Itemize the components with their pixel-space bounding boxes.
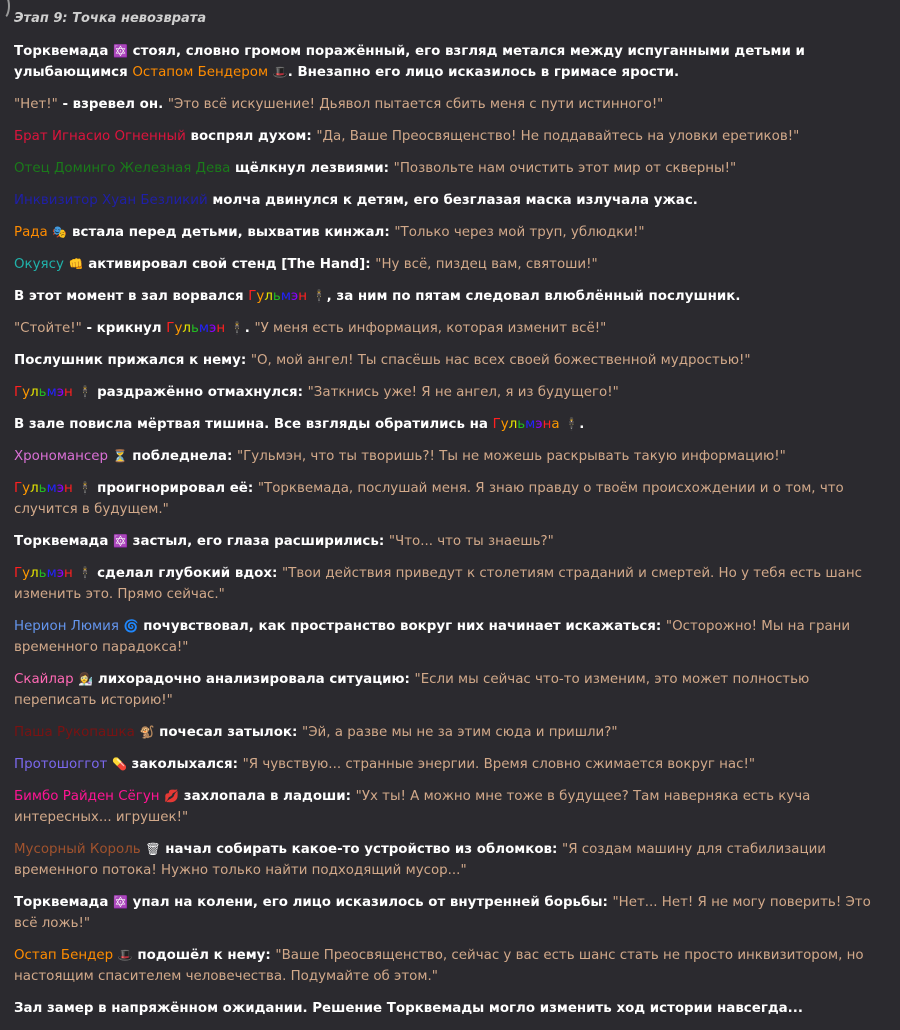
story-paragraph: [14, 786, 876, 828]
narration-text: стоял, словно громом поражённый, его взгляд метался между испуганными детьми и улыбающимся: [14, 44, 805, 80]
story-paragraph: [14, 318, 876, 339]
window-corner-handle: [0, 0, 10, 20]
narration-text: раздражённо отмахнулся:: [92, 385, 308, 400]
rainbow-letter: у: [22, 385, 31, 400]
rainbow-letter: э: [56, 385, 65, 400]
rainbow-letter: м: [46, 481, 57, 496]
dialogue-quote: "У меня есть информация, которая изменит всё!": [254, 321, 607, 336]
narration-text: щёлкнул лезвиями:: [230, 161, 394, 176]
story-paragraph: [14, 531, 876, 552]
narration-text: начал собирать какое-то устройство из обломков:: [160, 842, 563, 857]
story-paragraph: [14, 478, 876, 520]
rainbow-letter: у: [22, 481, 31, 496]
star-of-david-icon: 🔯: [113, 895, 129, 909]
character-name: Бимбо Райден Сёгун: [14, 789, 160, 804]
dialogue-quote: "Я создам машину для стабилизации временного потока! Нужно только найти подходящий мусор...": [14, 842, 827, 878]
narration-text: .: [579, 417, 585, 432]
theater-masks-icon: 🎭: [52, 225, 68, 239]
rainbow-letter: м: [46, 385, 57, 400]
rainbow-letter: м: [46, 566, 57, 581]
rainbow-letter: н: [298, 289, 308, 304]
story-paragraph: [14, 754, 876, 775]
dialogue-quote: "Нет!": [14, 97, 58, 112]
narration-text: Зал замер в напряжённом ожидании. Решение Торквемады могло изменить ход истории навсегда...: [14, 1001, 803, 1016]
narration-text: воспрял духом:: [185, 129, 317, 144]
story-paragraph: [14, 945, 876, 987]
dialogue-quote: "О, мой ангел! Ты спасёшь нас всех своей божественной мудростью!": [250, 353, 751, 368]
narration-text: захлопала в ладоши:: [179, 789, 356, 804]
rainbow-letter: у: [256, 289, 265, 304]
character-name: Остап Бендер: [14, 948, 114, 963]
story-paragraph: [14, 722, 876, 743]
rainbow-letter: л: [30, 385, 39, 400]
rainbow-letter: л: [30, 566, 39, 581]
character-name-rainbow: [166, 321, 225, 336]
rainbow-letter: э: [56, 481, 65, 496]
stage-title: Этап 9: Точка невозврата: [14, 11, 207, 26]
story-paragraph: [14, 222, 876, 243]
story-paragraph: [14, 669, 876, 711]
levitating-man-icon: 🕴: [229, 321, 245, 335]
narration-text: упал на колени, его лицо исказилось от внутренней борьбы:: [128, 895, 613, 910]
dialogue-quote: "Я чувствую... странные энергии. Время словно сжимается вокруг нас!": [242, 757, 756, 772]
character-name: Паша Рукопашка: [14, 725, 135, 740]
character-name-rainbow: [14, 385, 73, 400]
story-paragraph: [14, 350, 876, 371]
dialogue-quote: "Только через мой труп, ублюдки!": [394, 225, 645, 240]
character-name-rainbow: [493, 417, 560, 432]
story-paragraph: [14, 892, 876, 934]
monkey-icon: 🐒: [139, 725, 155, 739]
dialogue-quote: "Твои действия приведут к столетиям страданий и смертей. Но у тебя есть шанс изменить это. Прямо сейчас.": [14, 566, 862, 602]
rainbow-letter: у: [174, 321, 183, 336]
dialogue-quote: "Эй, а разве мы не за этим сюда и пришли?": [302, 725, 618, 740]
star-of-david-icon: 🔯: [113, 534, 129, 548]
rainbow-letter: Г: [166, 321, 175, 336]
character-name: Окуясу: [14, 257, 64, 272]
paragraph-list: [14, 41, 876, 1019]
rainbow-letter: ь: [190, 321, 199, 336]
story-paragraph: [14, 286, 876, 307]
dialogue-quote: "Ваше Преосвященство, сейчас у вас есть шанс стать не просто инквизитором, но настоящим спасителем человечества. Подумайте об этом.": [14, 948, 864, 984]
story-paragraph: [14, 382, 876, 403]
narration-text: - крикнул: [81, 321, 167, 336]
narration-text: активировал свой стенд [The Hand]:: [83, 257, 376, 272]
narration-text: - взревел он.: [57, 97, 168, 112]
rainbow-letter: л: [508, 417, 518, 432]
kiss-mark-icon: 💋: [164, 789, 180, 803]
fist-icon: 👊: [68, 257, 84, 271]
story-paragraph: [14, 158, 876, 179]
character-name: Инквизитор Хуан Безликий: [14, 193, 208, 208]
rainbow-letter: л: [264, 289, 273, 304]
trash-can-icon: 🗑: [145, 842, 161, 856]
story-paragraph: [14, 254, 876, 275]
narration-text: почесал затылок:: [154, 725, 303, 740]
dialogue-quote: "Если мы сейчас что-то изменим, это может полностью переписать историю!": [14, 672, 810, 708]
rainbow-letter: э: [290, 289, 299, 304]
dialogue-quote: "Это всё искушение! Дьявол пытается сбить меня с пути истинного!": [167, 97, 664, 112]
story-paragraph: [14, 126, 876, 147]
rainbow-letter: а: [551, 417, 560, 432]
narration-text: лихорадочно анализировала ситуацию:: [93, 672, 415, 687]
story-paragraph: [14, 414, 876, 435]
narration-text: .: [244, 321, 255, 336]
rainbow-letter: э: [208, 321, 217, 336]
rainbow-letter: н: [542, 417, 552, 432]
narration-text: Послушник прижался к нему:: [14, 353, 251, 368]
rainbow-letter: Г: [14, 566, 23, 581]
levitating-man-icon: 🕴: [77, 566, 93, 580]
narration-text: заколыхался:: [126, 757, 243, 772]
rainbow-letter: м: [525, 417, 536, 432]
rainbow-letter: у: [22, 566, 31, 581]
narration-text: побледнела:: [127, 449, 237, 464]
rainbow-letter: н: [64, 385, 73, 400]
dialogue-quote: "Гульмэн, что ты творишь?! Ты не можешь раскрывать такую информацию!": [236, 449, 786, 464]
rainbow-letter: э: [56, 566, 65, 581]
narration-text: , за ним по пятам следовал влюблённый послушник.: [326, 289, 741, 304]
story-paragraph: [14, 446, 876, 467]
narration-text: подошёл к нему:: [132, 948, 276, 963]
narration-text: почувствовал, как пространство вокруг них начинает искажаться:: [138, 619, 666, 634]
character-name: Нерион Люмия: [14, 619, 119, 634]
character-name-rainbow: [14, 481, 73, 496]
scientist-icon: 👩‍🔬: [78, 672, 94, 686]
story-paragraph: [14, 94, 876, 115]
character-name: Скайлар: [14, 672, 74, 687]
dialogue-quote: "Нет... Нет! Я не могу поверить! Это всё ложь!": [14, 895, 871, 931]
top-hat-icon: 🎩: [117, 948, 133, 962]
rainbow-letter: ь: [517, 417, 526, 432]
dialogue-quote: "Ну всё, пиздец вам, святоши!": [375, 257, 598, 272]
levitating-man-icon: 🕴: [77, 481, 93, 495]
rainbow-letter: ь: [38, 566, 47, 581]
story-paragraph: [14, 839, 876, 881]
character-name: Протошоггот: [14, 757, 108, 772]
character-name: Остапом Бендером: [132, 65, 269, 80]
rainbow-letter: Г: [14, 481, 23, 496]
character-name: Мусорный Король: [14, 842, 141, 857]
rainbow-letter: Г: [248, 289, 257, 304]
rainbow-letter: м: [280, 289, 291, 304]
dialogue-quote: "Ух ты! А можно мне тоже в будущее? Там наверняка есть куча интересных... игрушек!": [14, 789, 811, 825]
narration-text: Торквемада: [14, 44, 114, 59]
rainbow-letter: э: [535, 417, 543, 432]
rainbow-letter: н: [64, 566, 73, 581]
hourglass-icon: ⏳: [112, 449, 128, 463]
narration-text: В этот момент в зал ворвался: [14, 289, 249, 304]
story-paragraph: [14, 616, 876, 658]
character-name: Брат Игнасио Огненный: [14, 129, 186, 144]
rainbow-letter: ь: [38, 385, 47, 400]
character-name: Отец Доминго Железная Дева: [14, 161, 231, 176]
narration-text: встала перед детьми, выхватив кинжал:: [67, 225, 395, 240]
dialogue-quote: "Что... что ты знаешь?": [388, 534, 554, 549]
story-paragraph: [14, 998, 876, 1019]
rainbow-letter: н: [216, 321, 226, 336]
cyclone-icon: 🌀: [123, 619, 139, 633]
narration-text: В зале повисла мёртвая тишина. Все взгляды обратились на: [14, 417, 493, 432]
levitating-man-icon: 🕴: [564, 417, 580, 431]
character-name-rainbow: [14, 566, 73, 581]
dialogue-quote: "Позвольте нам очистить этот мир от скверны!": [393, 161, 737, 176]
dialogue-quote: "Торквемада, послушай меня. Я знаю правду о твоём происхождении и о том, что случится в будущем.": [14, 481, 844, 517]
narration-text: застыл, его глаза расширились:: [128, 534, 389, 549]
rainbow-letter: л: [30, 481, 39, 496]
rainbow-letter: л: [182, 321, 191, 336]
narration-text: Торквемада: [14, 895, 114, 910]
story-paragraph: [14, 190, 876, 211]
story-paragraph: [14, 41, 876, 83]
rainbow-letter: ь: [38, 481, 47, 496]
narration-text: молча двинулся к детям, его безглазая маска излучала ужас.: [207, 193, 698, 208]
story-log: [14, 10, 876, 1030]
story-paragraph: [14, 563, 876, 605]
narration-text: проигнорировал её:: [92, 481, 258, 496]
rainbow-letter: Г: [492, 417, 501, 432]
levitating-man-icon: 🕴: [311, 289, 327, 303]
character-name: Хрономансер: [14, 449, 108, 464]
levitating-man-icon: 🕴: [77, 385, 93, 399]
dialogue-quote: "Стойте!": [14, 321, 82, 336]
character-name: Рада: [14, 225, 48, 240]
rainbow-letter: ь: [272, 289, 281, 304]
top-hat-icon: 🎩: [272, 65, 288, 79]
dialogue-quote: "Заткнись уже! Я не ангел, я из будущего!": [307, 385, 619, 400]
narration-text: сделал глубокий вдох:: [92, 566, 282, 581]
pill-icon: 💊: [111, 757, 127, 771]
dialogue-quote: "Осторожно! Мы на грани временного парадокса!": [14, 619, 851, 655]
rainbow-letter: у: [500, 417, 509, 432]
rainbow-letter: м: [198, 321, 209, 336]
narration-text: Торквемада: [14, 534, 114, 549]
character-name-rainbow: [248, 289, 307, 304]
dialogue-quote: "Да, Ваше Преосвященство! Не поддавайтесь на уловки еретиков!": [316, 129, 800, 144]
star-of-david-icon: 🔯: [113, 44, 129, 58]
rainbow-letter: н: [64, 481, 73, 496]
rainbow-letter: Г: [14, 385, 23, 400]
narration-text: . Внезапно его лицо исказилось в гримасе ярости.: [287, 65, 680, 80]
